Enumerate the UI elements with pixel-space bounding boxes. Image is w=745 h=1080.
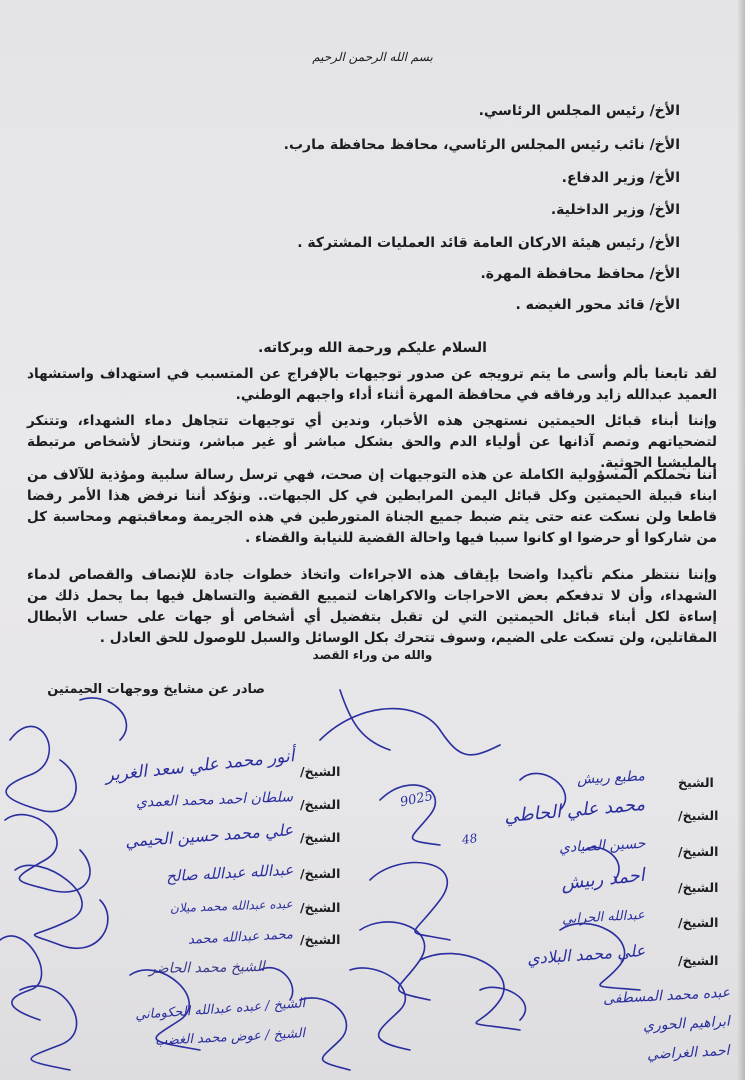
- handwritten-name: حسين الصيادي: [558, 835, 646, 857]
- sheikh-label: الشيخ/: [300, 830, 341, 845]
- addressee: الأخ/ رئيس المجلس الرئاسي.: [478, 103, 680, 119]
- addressee: الأخ/ محافظ محافظة المهرة.: [480, 266, 680, 282]
- addressee: الأخ/ وزير الدفاع.: [561, 170, 680, 186]
- addressee: الأخ/ قائد محور الغيضه .: [515, 297, 680, 313]
- sheikh-label: الشيخ/: [678, 808, 719, 823]
- handwritten-name: محمد عبدالله محمد: [187, 927, 294, 948]
- sheikh-label: الشيخ/: [678, 915, 719, 930]
- sheikh-label: الشيخ/: [300, 866, 341, 881]
- handwritten-name: عبده عبدالله محمد ميلان: [170, 896, 294, 916]
- addressee: الأخ/ نائب رئيس المجلس الرئاسي، محافظ محافظة مارب.: [283, 137, 680, 153]
- handwritten-name: علي محمد حسين الحيمي: [124, 820, 294, 851]
- sheikh-label: الشيخ/: [300, 797, 341, 812]
- paragraph: وإننا ننتظر منكم تأكيدا واضحا بإيقاف هذه الاجراءات واتخاذ خطوات جادة للإنصاف والقصاص لدماء الشهداء، وأن لا تدفعكم بعض الاحراجات والاكراهات لتمييع القضية والتساهل فيها بما يحمل ذلك من إساءة لكل أبناء قبائل الحيمتين التي لن تقبل بتفضيل أي أشخاص أو جهات على حساب الأبطال المقاتلين، ولن تسكت على الضيم، وسوف تتحرك بكل الوسائل والسبل للوصول للحق العادل .: [27, 567, 717, 646]
- greeting: السلام عليكم ورحمة الله وبركاته.: [258, 340, 487, 356]
- handwritten-name: علي محمد البلادي: [526, 940, 646, 969]
- page-edge-shadow: [737, 0, 745, 1080]
- sheikh-label: الشيخ/: [678, 880, 719, 895]
- handwritten-name: الشيخ / عوض محمد الغضب: [154, 1026, 306, 1049]
- handwritten-name: عبدالله عبدالله صالح: [165, 860, 294, 886]
- handwritten-name: عبده محمد المسطفى: [602, 984, 731, 1008]
- handwritten-name: مطيع ربيش: [576, 768, 646, 788]
- paragraph: وإننا أبناء قبائل الحيمتين نستهجن هذه الأخبار، وندين أي توجيهات تتجاهل دماء الشهداء، وتتنكر لتضحياتهم وتصم آذانها عن أولياء الدم والحق بشكل مباشر أو غير مباشر، وتنحاز لأشخاص مرتبطة بالمليشيا الحوثية.: [27, 413, 717, 471]
- paragraph: لقد تابعنا بألم وأسى ما يتم ترويجه عن صدور توجيهات بالإفراج عن المتسبب في استهداف واستشهاد العميد عبدالله زايد ورفاقه في محافظة المهرة أثناء أداء واجبهم الوطني.: [27, 366, 717, 403]
- handwritten-name: سلطان احمد محمد العمدي: [135, 789, 294, 811]
- handwritten-number: 48: [461, 831, 479, 847]
- sheikh-label: الشيخ/: [678, 844, 719, 859]
- handwritten-name: عبدالله الحرابي: [561, 907, 646, 928]
- handwritten-name: الشيخ محمد الحاضر: [149, 958, 266, 978]
- basmala: بسم الله الرحمن الرحيم: [312, 50, 433, 64]
- sheikh-label: الشيخ/: [678, 953, 719, 968]
- paragraph: أننا نحملكم المسؤولية الكاملة عن هذه التوجيهات إن صحت، فهي ترسل رسالة سلبية ومؤذية للآلاف من ابناء قبيلة الحيمتين وكل قبائل اليمن المرابطين في كل الجبهات.. ونؤكد أننا نرفض هذا الأمر رفضا قاطعا ولن نسكت عنه حتى يتم ضبط جميع الجناة المتورطين في هذه الجريمة ومعاقبتهم ومحاسبة كل من شاركوا أو حرضوا او كانوا سببا فيها واحالة القضية للنيابة والقضاء .: [27, 467, 717, 546]
- sheikh-label: الشيخ/: [300, 900, 341, 915]
- closing-line: والله من وراء القصد: [312, 648, 433, 662]
- handwritten-name: احمد الغراضي: [647, 1042, 731, 1064]
- sheikh-label: الشيخ/: [300, 932, 341, 947]
- sheikh-label: الشيخ: [678, 775, 714, 790]
- handwritten-name: محمد علي الحاطي: [503, 793, 646, 828]
- addressee: الأخ/ وزير الداخلية.: [550, 202, 680, 218]
- handwritten-name: الشيخ / عبده عبدالله الحكوماني: [134, 996, 306, 1023]
- handwritten-name: أنور محمد علي سعد الغرير: [104, 746, 296, 786]
- handwritten-name: احمد ربيش: [560, 864, 646, 895]
- handwritten-number: 9025: [398, 788, 435, 811]
- handwritten-name: ابراهيم الحوري: [642, 1013, 731, 1035]
- issued-by: صادر عن مشايخ ووجهات الحيمتين: [47, 682, 265, 697]
- sheikh-label: الشيخ/: [300, 764, 341, 779]
- addressee: الأخ/ رئيس هيئة الاركان العامة قائد العمليات المشتركة .: [297, 235, 680, 251]
